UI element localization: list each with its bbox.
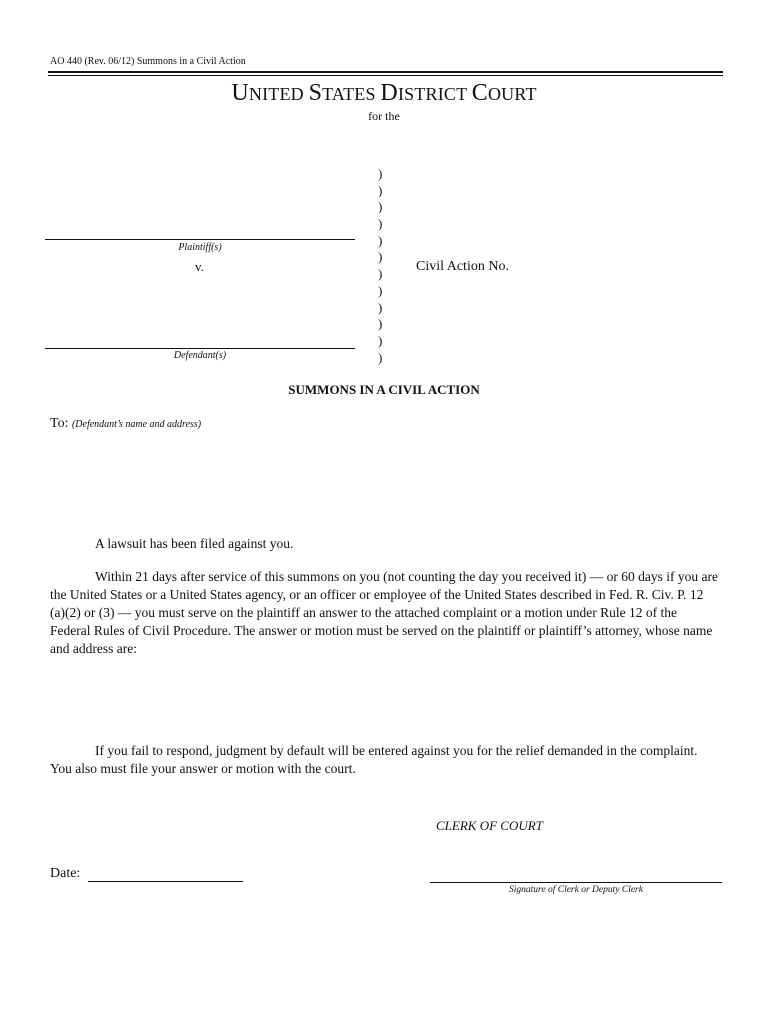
caption-parenthesis: ) (378, 232, 383, 248)
to-defendant-hint: (Defendant’s name and address) (71, 419, 202, 430)
versus-text: v. (195, 259, 204, 274)
caption-parenthesis: ) (378, 282, 383, 298)
court-title-rest-states: TATES (322, 84, 381, 104)
court-title (0, 80, 768, 107)
defendant-name-line[interactable] (45, 348, 355, 349)
paragraph-default-judgment (50, 742, 718, 778)
plaintiff-name-line[interactable] (45, 239, 355, 240)
court-title-initial-s: S (308, 80, 323, 106)
court-title-rest-united: NITED (248, 84, 309, 104)
caption-parenthesis-column (378, 166, 388, 366)
caption-parenthesis: ) (378, 249, 383, 265)
signature-caption: Signature of Clerk or Deputy Clerk (509, 885, 643, 895)
defendant-label: Defendant(s) (173, 350, 227, 361)
paragraph-text: If you fail to respond, judgment by default will be entered against you for the relief demanded in the complaint. You also must file your answer or motion with the court. (50, 743, 698, 776)
caption-parenthesis: ) (378, 349, 383, 365)
paragraph-lawsuit-filed (50, 535, 718, 553)
clerk-of-court-label: CLERK OF COURT (436, 818, 543, 833)
paragraph-response-deadline (50, 568, 718, 658)
plaintiff-label: Plaintiff(s) (178, 242, 222, 253)
caption-parenthesis: ) (378, 266, 383, 282)
to-label: To: (50, 416, 69, 431)
court-title-initial-d: D (380, 80, 398, 106)
paragraph-text: A lawsuit has been filed against you. (95, 536, 294, 551)
caption-parenthesis: ) (378, 332, 383, 348)
header-rule-thick (48, 71, 723, 73)
date-label: Date: (50, 866, 81, 881)
paragraph-text: Within 21 days after service of this summons on you (not counting the day you received it) — or 60 days if you are the United States or a United States agency, or an officer or employee of the United States described in Fed. R. Civ. P. 12 (a)(2) or (3) — you must serve on the plaintiff an answer to the attached complaint or a motion under Rule 12 of the Federal Rules of Civil Procedure. The answer or motion must be served on the plaintiff or plaintiff’s attorney, whose name and address are: (50, 569, 718, 656)
date-field-line[interactable] (88, 881, 243, 882)
caption-parenthesis: ) (378, 182, 383, 198)
caption-parenthesis: ) (378, 199, 383, 215)
summons-heading: SUMMONS IN A CIVIL ACTION (288, 382, 480, 397)
court-title-initial-c: C (471, 80, 488, 106)
to-line (50, 416, 201, 432)
court-title-rest-district: ISTRICT (397, 84, 472, 104)
court-title-rest-court: OURT (487, 84, 537, 104)
caption-parenthesis: ) (378, 166, 383, 181)
signature-line[interactable] (430, 882, 722, 883)
caption-parenthesis: ) (378, 299, 383, 315)
caption-parenthesis: ) (378, 316, 383, 332)
for-the-text: for the (368, 109, 400, 123)
court-title-initial-u: U (231, 80, 249, 106)
header-rule-thin (48, 75, 723, 76)
form-identifier: AO 440 (Rev. 06/12) Summons in a Civil Action (50, 56, 246, 67)
civil-action-number-label: Civil Action No. (416, 259, 509, 274)
caption-parenthesis: ) (378, 216, 383, 232)
